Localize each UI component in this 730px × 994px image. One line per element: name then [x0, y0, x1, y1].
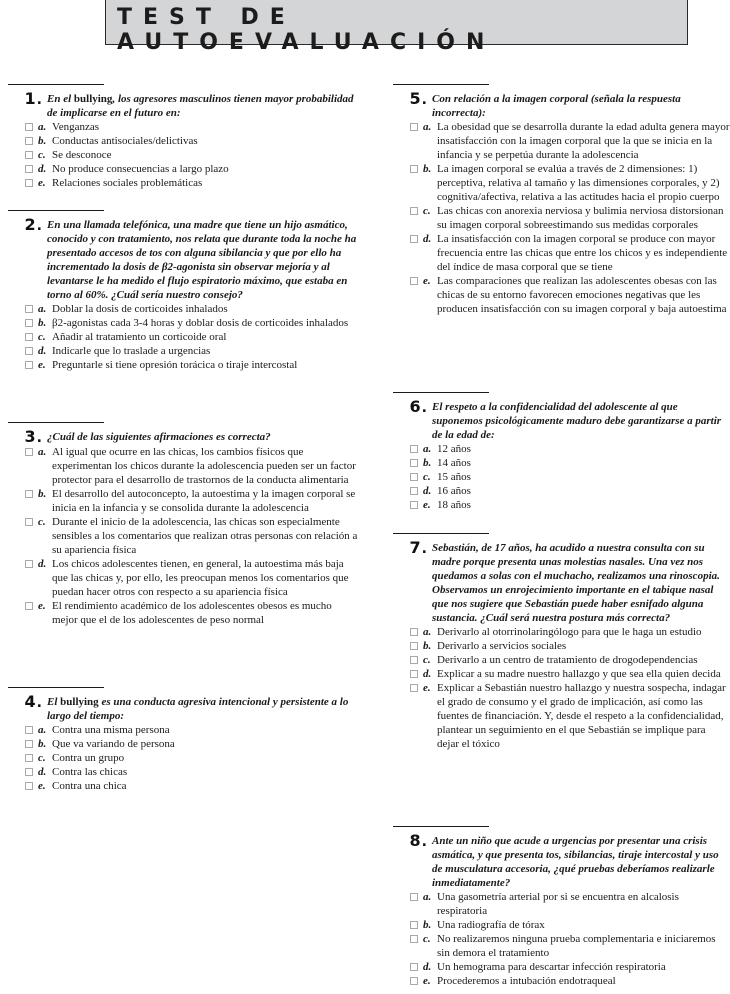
- option-letter: a.: [38, 446, 47, 458]
- answer-option[interactable]: [410, 960, 730, 974]
- option-letter: a.: [38, 121, 47, 133]
- option-text: Contra una chica: [52, 780, 127, 792]
- answer-checkbox[interactable]: [410, 235, 418, 243]
- answer-option[interactable]: [410, 442, 730, 456]
- answer-checkbox[interactable]: [25, 754, 33, 762]
- answer-option[interactable]: [25, 162, 360, 176]
- answer-option[interactable]: [410, 456, 730, 470]
- answer-checkbox[interactable]: [410, 445, 418, 453]
- question: [8, 687, 360, 793]
- question-number: 8 .: [405, 834, 430, 849]
- answer-checkbox[interactable]: [25, 768, 33, 776]
- page-title: TEST DE AUTOEVALUACIÓN: [117, 4, 496, 55]
- question-text-part: bullying: [60, 696, 99, 708]
- question: [393, 533, 730, 751]
- answer-checkbox[interactable]: [410, 207, 418, 215]
- answer-option[interactable]: [410, 484, 730, 498]
- question-divider: [393, 826, 489, 827]
- option-letter: b.: [38, 317, 47, 329]
- option-letter: c.: [423, 471, 431, 483]
- option-text: Una radiografía de tórax: [437, 919, 545, 931]
- answer-checkbox[interactable]: [410, 893, 418, 901]
- option-text: Derivarlo a servicios sociales: [437, 640, 567, 652]
- answer-option[interactable]: [410, 274, 730, 316]
- question-number: 7 .: [405, 541, 430, 556]
- answer-checkbox[interactable]: [25, 361, 33, 369]
- answer-checkbox[interactable]: [25, 602, 33, 610]
- option-letter: e.: [38, 359, 46, 371]
- answer-option[interactable]: [25, 316, 360, 330]
- option-text: Una gasometría arterial por si se encuentra en alcalosis respiratoria: [437, 891, 679, 917]
- answer-checkbox[interactable]: [410, 487, 418, 495]
- option-letter: d.: [38, 766, 47, 778]
- answer-option[interactable]: [25, 487, 360, 515]
- answer-checkbox[interactable]: [410, 921, 418, 929]
- answer-option[interactable]: [410, 653, 730, 667]
- option-letter: e.: [423, 275, 431, 287]
- option-text: Venganzas: [52, 121, 100, 133]
- question: [8, 422, 360, 627]
- answer-option[interactable]: [25, 557, 360, 599]
- option-letter: a.: [423, 121, 432, 133]
- answer-checkbox[interactable]: [410, 670, 418, 678]
- answer-checkbox[interactable]: [25, 333, 33, 341]
- question-text: [47, 92, 360, 120]
- answer-option[interactable]: [410, 974, 730, 988]
- answer-checkbox[interactable]: [410, 501, 418, 509]
- option-text: Las chicas con anorexia nerviosa y bulimia nerviosa distorsionan su imagen corporal sobreestimando sus medidas corporales: [437, 205, 724, 231]
- question-divider: [8, 84, 104, 85]
- answer-checkbox[interactable]: [25, 347, 33, 355]
- option-text: Procederemos a intubación endotraqueal: [437, 975, 616, 987]
- question-text: [432, 400, 730, 442]
- question-text-part: ¿Cuál de las siguientes afirmaciones es correcta?: [47, 431, 271, 443]
- option-text: Que va variando de persona: [52, 738, 175, 750]
- question-text-part: El: [47, 696, 61, 708]
- answer-options: [8, 723, 360, 793]
- option-text: 16 años: [437, 485, 471, 497]
- option-text: Un hemograma para descartar infección respiratoria: [437, 961, 666, 973]
- answer-option[interactable]: [410, 932, 730, 960]
- answer-option[interactable]: [25, 120, 360, 134]
- question-number: 6 .: [405, 400, 430, 415]
- option-letter: a.: [423, 443, 432, 455]
- answer-options: [393, 442, 730, 512]
- answer-checkbox[interactable]: [25, 165, 33, 173]
- answer-checkbox[interactable]: [410, 935, 418, 943]
- answer-checkbox[interactable]: [25, 726, 33, 734]
- question: [8, 210, 360, 372]
- question-text-part: es una conducta agresiva intencional y persistente a lo largo del tiempo:: [47, 696, 349, 722]
- answer-option[interactable]: [410, 681, 730, 751]
- option-text: La imagen corporal se evalúa a través de 2 dimensiones: 1) perceptiva, relativa al tamaño y las dimensiones corporales, y 2) cognitiva/afectiva, relativa a las actitudes hacia el propio cuerpo: [437, 163, 720, 203]
- question-text-part: En el: [47, 93, 74, 105]
- answer-option[interactable]: [25, 358, 360, 372]
- question-divider: [8, 422, 104, 423]
- option-text: Doblar la dosis de corticoides inhalados: [52, 303, 228, 315]
- answer-checkbox[interactable]: [25, 560, 33, 568]
- question-stem: [8, 692, 360, 723]
- answer-checkbox[interactable]: [410, 684, 418, 692]
- question-text-part: Ante un niño que acude a urgencias por presentar una crisis asmática, y que presenta tos, sibilancias, tiraje intercostal y uso de musculatura accesoria, ¿qué pruebas deberíamos realizarle inmediatamente?: [432, 835, 719, 889]
- answer-checkbox[interactable]: [25, 151, 33, 159]
- option-text: Relaciones sociales problemáticas: [52, 177, 203, 189]
- answer-option[interactable]: [25, 515, 360, 557]
- answer-option[interactable]: [25, 445, 360, 487]
- answer-option[interactable]: [25, 302, 360, 316]
- answer-options: [393, 120, 730, 316]
- answer-option[interactable]: [410, 470, 730, 484]
- option-letter: b.: [423, 919, 432, 931]
- option-text: Explicar a su madre nuestro hallazgo y que sea ella quien decida: [437, 668, 721, 680]
- option-text: Las comparaciones que realizan las adolescentes obesas con las chicas de su entorno favorecen emociones negativas que les producen insatisfacción con su imagen corporal y baja autoestima: [437, 275, 727, 315]
- answer-checkbox[interactable]: [25, 490, 33, 498]
- question-stem: [393, 538, 730, 625]
- option-letter: d.: [423, 485, 432, 497]
- question-divider: [8, 210, 104, 211]
- option-letter: d.: [38, 558, 47, 570]
- answer-options: [8, 445, 360, 627]
- option-letter: b.: [423, 640, 432, 652]
- option-letter: e.: [38, 177, 46, 189]
- answer-option[interactable]: [410, 918, 730, 932]
- question: [393, 826, 730, 988]
- option-text: Explicar a Sebastián nuestro hallazgo y nuestra sospecha, indagar el grado de consumo y el grado de implicación, así como las fuentes de financiación. Y, desde el respeto a la confidencialidad, plantear un seguimiento en el que Sebastián se implique para dejar el tóxico: [437, 682, 726, 750]
- option-letter: c.: [423, 933, 431, 945]
- option-text: β2-agonistas cada 3-4 horas y doblar dosis de corticoides inhalados: [52, 317, 349, 329]
- answer-options: [393, 625, 730, 751]
- option-text: La insatisfacción con la imagen corporal se produce con mayor frecuencia entre las chicas que entre los chicos y es independiente del índice de masa corporal que se tiene: [437, 233, 728, 273]
- question: [8, 84, 360, 190]
- option-letter: d.: [423, 233, 432, 245]
- answer-checkbox[interactable]: [410, 628, 418, 636]
- option-text: Añadir al tratamiento un corticoide oral: [52, 331, 227, 343]
- answer-checkbox[interactable]: [25, 305, 33, 313]
- answer-option[interactable]: [410, 667, 730, 681]
- answer-checkbox[interactable]: [410, 459, 418, 467]
- question-divider: [393, 84, 489, 85]
- option-letter: b.: [423, 163, 432, 175]
- answer-checkbox[interactable]: [25, 319, 33, 327]
- option-letter: b.: [38, 488, 47, 500]
- answer-checkbox[interactable]: [410, 642, 418, 650]
- question-divider: [8, 687, 104, 688]
- option-text: 15 años: [437, 471, 471, 483]
- option-letter: a.: [38, 724, 47, 736]
- answer-options: [8, 120, 360, 190]
- option-letter: c.: [423, 654, 431, 666]
- option-letter: b.: [38, 135, 47, 147]
- answer-option[interactable]: [25, 765, 360, 779]
- question-stem: [8, 427, 360, 446]
- question-stem: [393, 397, 730, 442]
- answer-checkbox[interactable]: [25, 518, 33, 526]
- answer-checkbox[interactable]: [410, 977, 418, 985]
- option-letter: c.: [38, 752, 46, 764]
- option-letter: a.: [423, 626, 432, 638]
- answer-checkbox[interactable]: [410, 473, 418, 481]
- option-text: Durante el inicio de la adolescencia, las chicas son especialmente sensibles a los comentarios que realizan otras personas con relación a su apariencia física: [52, 516, 358, 556]
- option-text: Contra un grupo: [52, 752, 125, 764]
- answer-option[interactable]: [410, 498, 730, 512]
- option-text: El desarrollo del autoconcepto, la autoestima y la imagen corporal se inicia en la infancia y se consolida durante la adolescencia: [52, 488, 356, 514]
- option-letter: c.: [38, 331, 46, 343]
- question-text-part: Con relación a la imagen corporal (señala la respuesta incorrecta):: [432, 93, 681, 119]
- option-text: Contra una misma persona: [52, 724, 170, 736]
- answer-options: [393, 890, 730, 988]
- answer-option[interactable]: [410, 120, 730, 162]
- question-stem: [8, 215, 360, 302]
- option-letter: e.: [423, 682, 431, 694]
- answer-option[interactable]: [25, 737, 360, 751]
- option-text: Derivarlo a un centro de tratamiento de drogodependencias: [437, 654, 698, 666]
- answer-checkbox[interactable]: [410, 123, 418, 131]
- question-text: [432, 92, 730, 120]
- answer-checkbox[interactable]: [25, 448, 33, 456]
- answer-checkbox[interactable]: [410, 165, 418, 173]
- question: [393, 392, 730, 512]
- option-text: Al igual que ocurre en las chicas, los cambios físicos que experimentan los chicos durante la adolescencia pueden ser un factor protector para el desarrollo de trastornos de la conducta alimentaria: [52, 446, 356, 486]
- option-letter: b.: [38, 738, 47, 750]
- answer-option[interactable]: [25, 330, 360, 344]
- answer-checkbox[interactable]: [25, 179, 33, 187]
- option-letter: e.: [38, 600, 46, 612]
- page-header: [105, 0, 688, 55]
- answer-option[interactable]: [25, 148, 360, 162]
- answer-options: [8, 302, 360, 372]
- answer-checkbox[interactable]: [25, 740, 33, 748]
- answer-option[interactable]: [25, 779, 360, 793]
- question-divider: [393, 533, 489, 534]
- answer-option[interactable]: [410, 232, 730, 274]
- option-text: El rendimiento académico de los adolescentes obesos es mucho mejor que el de los adolescentes de peso normal: [52, 600, 332, 626]
- question-text-part: Sebastián, de 17 años, ha acudido a nuestra consulta con su madre porque presenta unas molestias nasales. Una vez nos quedamos a solas con el muchacho, realizamos una rinoscopia. Observamos un enrojecimiento importante en el tabique nasal que nos sugiere que Sebastián puede haber esnifado alguna sustancia. ¿Cuál será nuestra postura más correcta?: [432, 542, 720, 624]
- question-divider: [393, 392, 489, 393]
- question-text: [47, 430, 271, 444]
- answer-option[interactable]: [25, 599, 360, 627]
- answer-checkbox[interactable]: [410, 963, 418, 971]
- option-text: 14 años: [437, 457, 471, 469]
- answer-option[interactable]: [25, 344, 360, 358]
- question-number: 4 .: [20, 695, 45, 710]
- option-text: Derivarlo al otorrinolaringólogo para que le haga un estudio: [437, 626, 702, 638]
- option-text: Preguntarle si tiene opresión torácica o tiraje intercostal: [52, 359, 298, 371]
- option-letter: d.: [423, 668, 432, 680]
- question-text-part: bullying: [73, 93, 113, 105]
- option-letter: e.: [423, 975, 431, 987]
- option-letter: a.: [423, 891, 432, 903]
- option-text: No produce consecuencias a largo plazo: [52, 163, 229, 175]
- answer-option[interactable]: [410, 625, 730, 639]
- question: [393, 84, 730, 316]
- option-text: 12 años: [437, 443, 471, 455]
- option-text: 18 años: [437, 499, 471, 511]
- answer-option[interactable]: [25, 723, 360, 737]
- option-text: No realizaremos ninguna prueba complementaria e iniciaremos sin demora el tratamiento: [437, 933, 716, 959]
- option-text: Indicarle que lo traslade a urgencias: [52, 345, 211, 357]
- question-text-part: En una llamada telefónica, una madre que tiene un hijo asmático, conocido y con tratamiento, nos relata que durante toda la noche ha presentado accesos de tos con alguna sibilancia y que por ello ha incrementado la dosis de β2-agonista sin observar mejoría y al levantarse le ha medido el flujo espiratorio máximo, que estaba en torno al 60%. ¿Cuál sería nuestro consejo?: [47, 219, 357, 301]
- answer-checkbox[interactable]: [410, 656, 418, 664]
- option-letter: d.: [38, 345, 47, 357]
- option-letter: a.: [38, 303, 47, 315]
- option-text: Contra las chicas: [52, 766, 128, 778]
- answer-option[interactable]: [410, 162, 730, 204]
- question-stem: [8, 89, 360, 120]
- answer-checkbox[interactable]: [410, 277, 418, 285]
- option-letter: c.: [423, 205, 431, 217]
- option-text: Conductas antisociales/delictivas: [52, 135, 198, 147]
- option-letter: d.: [423, 961, 432, 973]
- answer-option[interactable]: [25, 176, 360, 190]
- answer-option[interactable]: [410, 204, 730, 232]
- question-text: [47, 218, 360, 302]
- question-text: [432, 834, 730, 890]
- question-number: 5 .: [405, 92, 430, 107]
- question-number: 1 .: [20, 92, 45, 107]
- question-number: 3 .: [20, 430, 45, 445]
- option-text: Los chicos adolescentes tienen, en general, la autoestima más baja que las chicas y, por ello, les preocupan menos los comentarios que puedan hacer otros con respecto a su apariencia física: [52, 558, 349, 598]
- answer-checkbox[interactable]: [25, 123, 33, 131]
- option-letter: b.: [423, 457, 432, 469]
- answer-checkbox[interactable]: [25, 137, 33, 145]
- question-number: 2 .: [20, 218, 45, 233]
- option-letter: c.: [38, 149, 46, 161]
- question-text: [47, 695, 360, 723]
- option-text: Se desconoce: [52, 149, 112, 161]
- answer-checkbox[interactable]: [25, 782, 33, 790]
- question-text: [432, 541, 730, 625]
- answer-option[interactable]: [25, 134, 360, 148]
- option-letter: e.: [38, 780, 46, 792]
- answer-option[interactable]: [25, 751, 360, 765]
- answer-option[interactable]: [410, 639, 730, 653]
- option-text: La obesidad que se desarrolla durante la edad adulta genera mayor insatisfacción con la imagen corporal que la que se inicia en la infancia y se perpetúa durante la adolescencia: [437, 121, 730, 161]
- question-text-part: , los agresores masculinos tienen mayor probabilidad de implicarse en el futuro en:: [47, 93, 354, 119]
- answer-option[interactable]: [410, 890, 730, 918]
- option-letter: e.: [423, 499, 431, 511]
- question-stem: [393, 831, 730, 890]
- option-letter: d.: [38, 163, 47, 175]
- option-letter: c.: [38, 516, 46, 528]
- question-text-part: El respeto a la confidencialidad del adolescente al que suponemos psicológicamente maduro debe garantizarse a partir de la edad de:: [432, 401, 722, 441]
- question-stem: [393, 89, 730, 120]
